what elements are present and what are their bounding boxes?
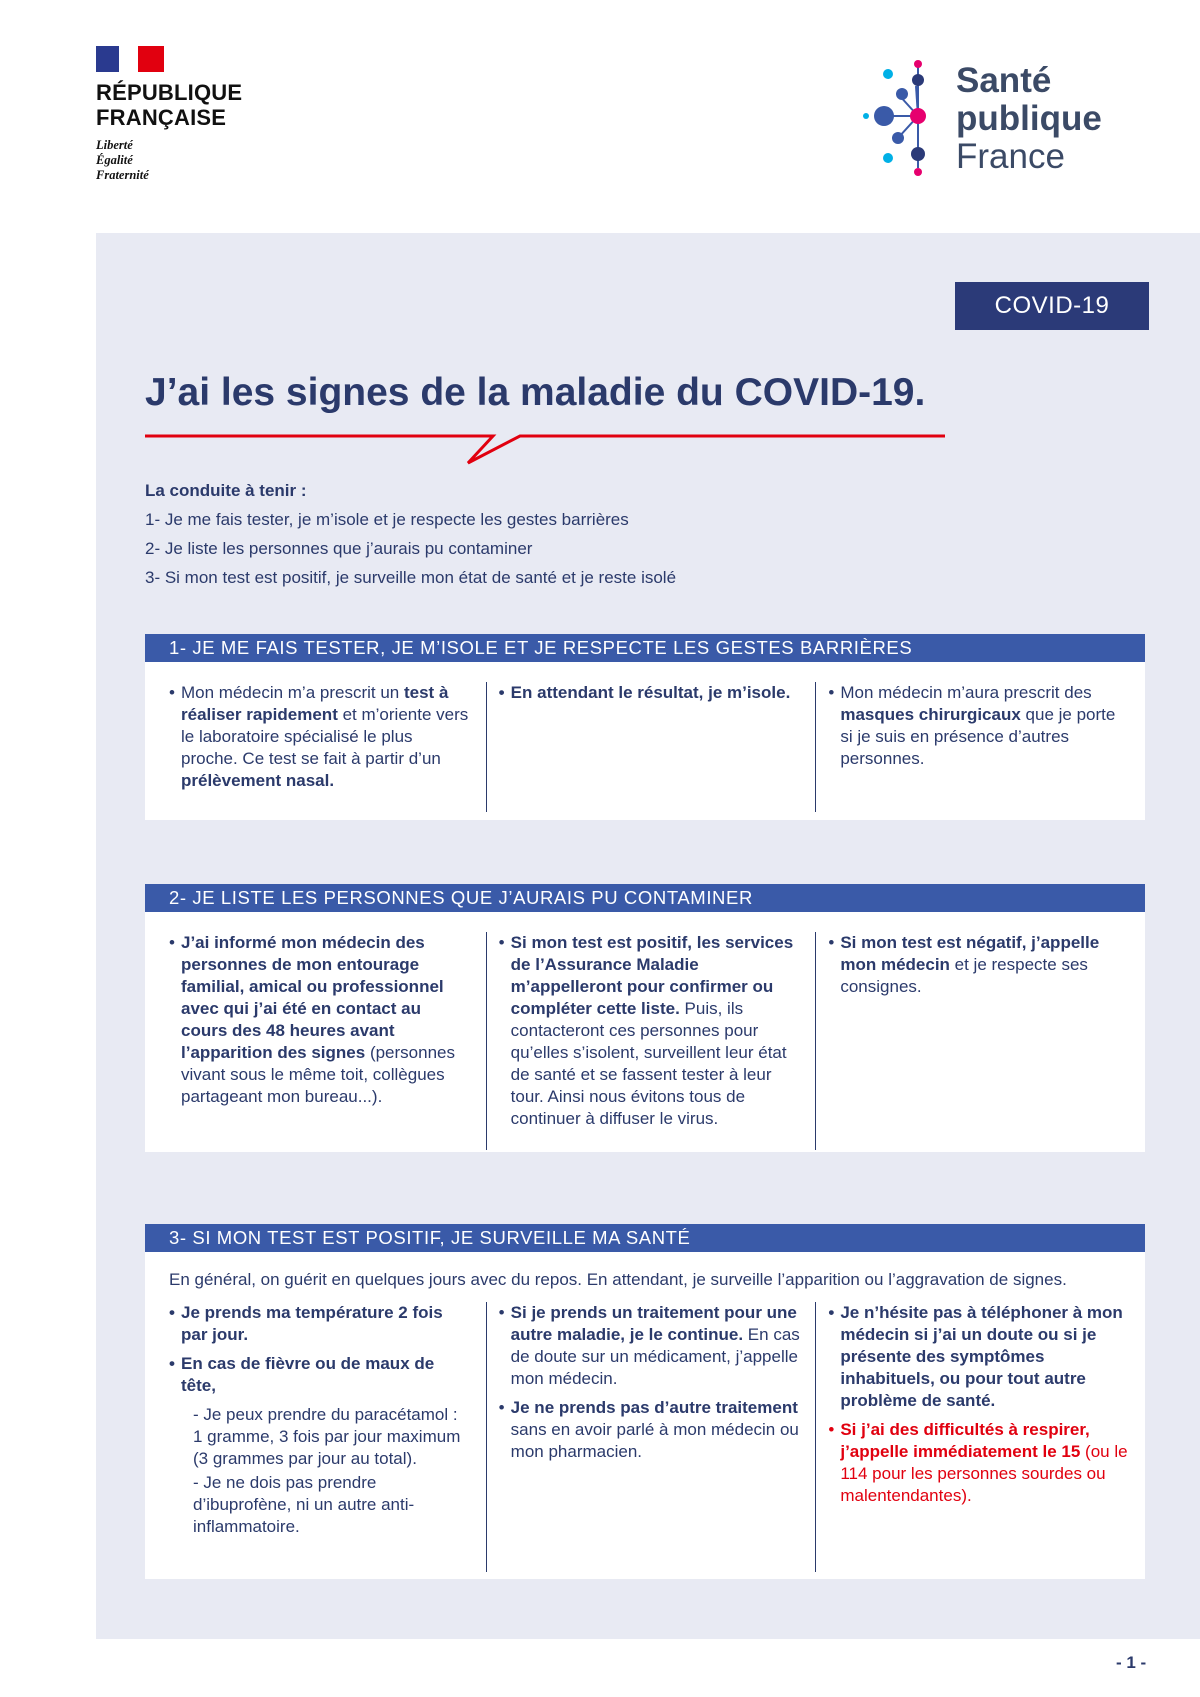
- section-3-heading: 3- SI MON TEST EST POSITIF, JE SURVEILLE MA SANTÉ: [145, 1224, 1145, 1252]
- s2-c2-text: • Si mon test est positif, les services de l’Assurance Maladie m’appelleront pour confirmer ou compléter cette liste. Puis, ils contacteront ces personnes pour qu’elles s’isolent, surveillent leur état de santé et se fassent tester à leur tour. Ainsi nous évitons tous de continuer à diffuser le virus.: [499, 932, 802, 1130]
- section-2-col-3: [815, 932, 1145, 1150]
- motto-egalite: Égalité: [96, 153, 133, 167]
- section-1: [145, 634, 1145, 820]
- page-number: - 1 -: [1116, 1653, 1147, 1672]
- rf-name-line2: FRANÇAISE: [96, 105, 227, 130]
- spf-line2: publique: [956, 99, 1102, 138]
- rf-motto: [96, 138, 276, 183]
- intro-step-3: 3- Si mon test est positif, je surveille mon état de santé et je reste isolé: [145, 568, 677, 587]
- covid-badge: COVID-19: [955, 282, 1149, 330]
- s3-c1-sub2: - Je ne dois pas prendre d’ibuprofène, ni un autre anti-inflammatoire.: [193, 1473, 415, 1536]
- s3-c3-p2: • Si j’ai des difficultés à respirer, j’appelle immédiatement le 15 (ou le 114 pour les personnes sourdes ou malentendantes).: [828, 1419, 1131, 1507]
- s3-c3-p1: • Je n’hésite pas à téléphoner à mon médecin si j’ai un doute ou si je présente des symptômes inhabituels, ou pour tout autre problème de santé.: [828, 1302, 1131, 1412]
- s3-c1-p2: • En cas de fièvre ou de maux de tête,: [169, 1353, 472, 1397]
- intro-step-2: 2- Je liste les personnes que j’aurais pu contaminer: [145, 539, 533, 558]
- s1-c1-text: • Mon médecin m’a prescrit un test à réaliser rapidement et m’oriente vers le laboratoire spécialisé le plus proche. Ce test se fait à partir d’un prélèvement nasal.: [169, 682, 472, 792]
- network-dots-icon: [854, 46, 954, 186]
- section-1-columns: [145, 662, 1145, 830]
- section-1-col-2: [486, 682, 816, 812]
- sante-publique-france-logo: [854, 46, 1114, 186]
- section-1-col-1: [145, 682, 486, 812]
- section-2-heading: 2- JE LISTE LES PERSONNES QUE J’AURAIS PU CONTAMINER: [145, 884, 1145, 912]
- s1-c2-text: • En attendant le résultat, je m’isole.: [499, 682, 802, 704]
- section-2-columns: [145, 912, 1145, 1168]
- section-3-columns: [145, 1290, 1145, 1590]
- section-3-col-3: [815, 1302, 1145, 1572]
- intro-lead: La conduite à tenir :: [145, 481, 307, 500]
- intro-step-1: 1- Je me fais tester, je m’isole et je respecte les gestes barrières: [145, 510, 629, 529]
- rf-name-line1: RÉPUBLIQUE: [96, 80, 243, 105]
- section-3-col-1: [145, 1302, 486, 1572]
- page-title: J’ai les signes de la maladie du COVID-19.: [145, 371, 926, 414]
- s3-c1-sub1: - Je peux prendre du paracétamol : 1 gramme, 3 fois par jour maximum (3 grammes par jour au total).: [193, 1405, 461, 1468]
- s3-c1-p1: • Je prends ma température 2 fois par jour.: [169, 1302, 472, 1346]
- section-3-col-2: [486, 1302, 816, 1572]
- s3-c2-p2: • Je ne prends pas d’autre traitement sans en avoir parlé à mon médecin ou mon pharmacien.: [499, 1397, 802, 1463]
- spf-line3: France: [956, 137, 1065, 176]
- s2-c3-text: • Si mon test est négatif, j’appelle mon médecin et je respecte ses consignes.: [828, 932, 1131, 998]
- s1-c3-text: • Mon médecin m’aura prescrit des masques chirurgicaux que je porte si je suis en présence d’autres personnes.: [828, 682, 1131, 770]
- s2-c1-text: • J’ai informé mon médecin des personnes de mon entourage familial, amical ou professionnel avec qui j’ai été en contact au cours des 48 heures avant l’apparition des signes (personnes vivant sous le même toit, collègues partageant mon bureau...).: [169, 932, 472, 1108]
- spf-wordmark: [956, 62, 1102, 176]
- section-1-heading: 1- JE ME FAIS TESTER, JE M’ISOLE ET JE RESPECTE LES GESTES BARRIÈRES: [145, 634, 1145, 662]
- section-2-col-2: [486, 932, 816, 1150]
- section-2: [145, 884, 1145, 1152]
- republique-francaise-logo: [96, 46, 276, 183]
- section-2-col-1: [145, 932, 486, 1150]
- s3-c2-p1: • Si je prends un traitement pour une autre maladie, je le continue. En cas de doute sur un médicament, j’appelle mon médecin.: [499, 1302, 802, 1390]
- content-panel: [96, 233, 1200, 1639]
- motto-liberte: Liberté: [96, 138, 133, 152]
- section-3-lead: En général, on guérit en quelques jours avec du repos. En attendant, je surveille l’apparition ou l’aggravation de signes.: [169, 1270, 1067, 1289]
- marianne-flag-icon: [96, 46, 164, 72]
- spf-line1: Santé: [956, 61, 1052, 100]
- section-3: [145, 1224, 1145, 1579]
- section-1-col-3: [815, 682, 1145, 812]
- motto-fraternite: Fraternité: [96, 168, 149, 182]
- intro-block: [145, 476, 676, 592]
- speech-underline-icon: [145, 428, 945, 478]
